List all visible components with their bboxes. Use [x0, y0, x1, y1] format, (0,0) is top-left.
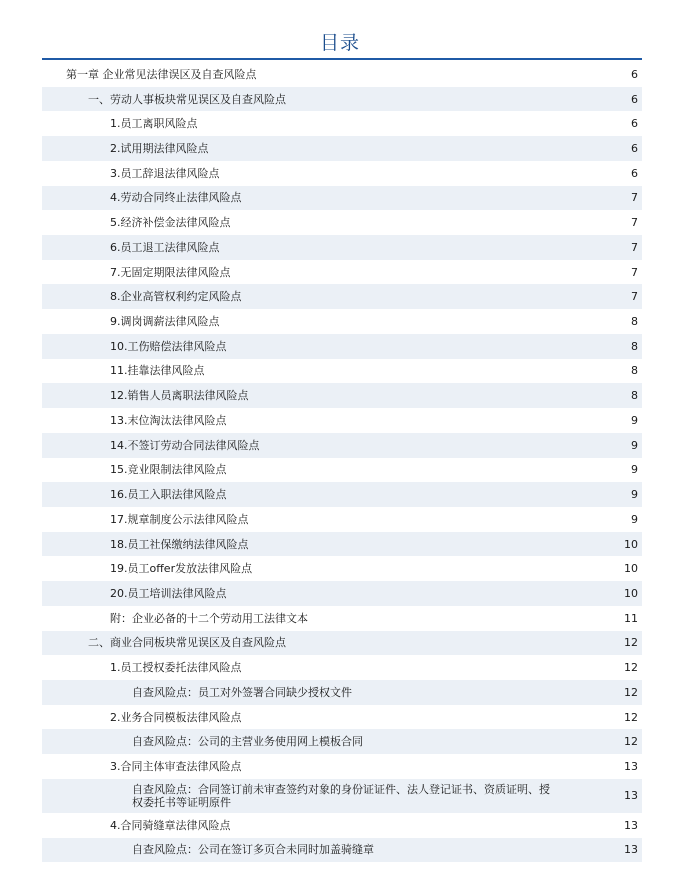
toc-entry-section[interactable]	[42, 631, 642, 656]
toc-entry-label: 1.员工离职风险点	[110, 117, 198, 131]
toc-entry-label: 6.员工退工法律风险点	[110, 240, 220, 254]
toc-entry-label: 自查风险点：合同签订前未审查签约对象的身份证证件、法人登记证书、资质证明、授权委托书等证明原件	[132, 782, 550, 809]
toc-entry[interactable]	[42, 334, 642, 359]
toc-entry[interactable]	[42, 359, 642, 384]
toc-entry-label: 15.竞业限制法律风险点	[110, 463, 227, 477]
toc-entry-page: 6	[631, 166, 638, 180]
toc-entry-label: 5.经济补偿金法律风险点	[110, 216, 231, 230]
toc-entry-page: 10	[624, 586, 638, 600]
toc-entry-page: 9	[631, 488, 638, 502]
toc-entry-page: 13	[624, 818, 638, 832]
toc-entry-label: 自查风险点：公司在签订多页合未同时加盖骑缝章	[132, 843, 374, 857]
toc-entry-label: 8.企业高管权利约定风险点	[110, 290, 242, 304]
toc-entry-label: 2.业务合同模板法律风险点	[110, 710, 242, 724]
page-title: 目录	[319, 32, 360, 54]
toc-entry-label: 13.末位淘汰法律风险点	[110, 413, 227, 427]
toc-entry-label: 1.员工授权委托法律风险点	[110, 661, 242, 675]
toc-entry[interactable]	[42, 161, 642, 186]
toc-entry[interactable]	[42, 754, 642, 779]
toc-entry-page: 6	[631, 67, 638, 81]
toc-entry-page: 7	[631, 191, 638, 205]
toc-entry-page: 6	[631, 142, 638, 156]
toc-entry-label: 4.合同骑缝章法律风险点	[110, 818, 231, 832]
toc-entry-checkpoint[interactable]	[42, 838, 642, 863]
toc-entry[interactable]	[42, 705, 642, 730]
toc-entry-label: 自查风险点：员工对外签署合同缺少授权文件	[132, 685, 352, 699]
toc-entry[interactable]	[42, 111, 642, 136]
toc-entry[interactable]	[42, 210, 642, 235]
toc-entry-label: 20.员工培训法律风险点	[110, 586, 227, 600]
toc-entry-label: 7.无固定期限法律风险点	[110, 265, 231, 279]
toc-entry-page: 12	[624, 661, 638, 675]
toc-entry[interactable]	[42, 383, 642, 408]
toc-entry[interactable]	[42, 507, 642, 532]
toc-entry-page: 12	[624, 685, 638, 699]
toc-entry-page: 11	[624, 611, 638, 625]
toc-entry[interactable]	[42, 260, 642, 285]
toc-entry-label: 19.员工offer发放法律风险点	[110, 562, 253, 576]
toc-entry[interactable]	[42, 556, 642, 581]
toc-entry-label: 附：企业必备的十二个劳动用工法律文本	[110, 611, 308, 625]
toc-entry-page: 9	[631, 413, 638, 427]
toc-entry[interactable]	[42, 235, 642, 260]
toc-entry-label: 17.规章制度公示法律风险点	[110, 512, 249, 526]
toc-entry-page: 7	[631, 265, 638, 279]
toc-entry-page: 8	[631, 315, 638, 329]
toc-entry-label: 二、商业合同板块常见误区及自查风险点	[88, 636, 286, 650]
toc-entry-label: 10.工伤赔偿法律风险点	[110, 339, 227, 353]
toc-entry-page: 6	[631, 92, 638, 106]
toc-entry-page: 13	[624, 759, 638, 773]
toc-entry-section[interactable]	[42, 87, 642, 112]
toc-entry[interactable]	[42, 186, 642, 211]
toc-entry-label: 9.调岗调薪法律风险点	[110, 315, 220, 329]
toc-entry-page: 12	[624, 636, 638, 650]
toc-entry-label: 第一章 企业常见法律误区及自查风险点	[66, 67, 257, 81]
table-of-contents	[42, 62, 642, 862]
toc-entry-label: 14.不签订劳动合同法律风险点	[110, 438, 260, 452]
toc-entry-page: 13	[624, 789, 638, 803]
toc-entry-label: 一、劳动人事板块常见误区及自查风险点	[88, 92, 286, 106]
toc-entry[interactable]	[42, 458, 642, 483]
toc-entry-checkpoint[interactable]	[42, 779, 642, 813]
toc-entry-page: 8	[631, 339, 638, 353]
toc-entry[interactable]	[42, 482, 642, 507]
toc-entry-page: 9	[631, 463, 638, 477]
title-divider	[42, 58, 642, 60]
toc-entry-page: 13	[624, 843, 638, 857]
toc-entry[interactable]	[42, 136, 642, 161]
toc-entry[interactable]	[42, 655, 642, 680]
toc-entry-appendix[interactable]	[42, 606, 642, 631]
toc-entry-page: 7	[631, 240, 638, 254]
toc-entry-label: 2.试用期法律风险点	[110, 142, 209, 156]
toc-entry-page: 7	[631, 290, 638, 304]
toc-entry-page: 12	[624, 735, 638, 749]
toc-entry-checkpoint[interactable]	[42, 680, 642, 705]
toc-entry[interactable]	[42, 309, 642, 334]
toc-entry[interactable]	[42, 532, 642, 557]
toc-entry-page: 7	[631, 216, 638, 230]
toc-entry[interactable]	[42, 408, 642, 433]
toc-entry-chapter-1[interactable]	[42, 62, 642, 87]
toc-entry[interactable]	[42, 284, 642, 309]
toc-entry-checkpoint[interactable]	[42, 729, 642, 754]
toc-entry-label: 12.销售人员离职法律风险点	[110, 389, 249, 403]
toc-entry-label: 16.员工入职法律风险点	[110, 488, 227, 502]
toc-entry[interactable]	[42, 433, 642, 458]
toc-entry-page: 9	[631, 512, 638, 526]
toc-entry-page: 12	[624, 710, 638, 724]
toc-entry-label: 3.员工辞退法律风险点	[110, 166, 220, 180]
toc-entry-page: 9	[631, 438, 638, 452]
toc-entry[interactable]	[42, 813, 642, 838]
toc-entry[interactable]	[42, 581, 642, 606]
toc-entry-label: 4.劳动合同终止法律风险点	[110, 191, 242, 205]
toc-entry-label: 11.挂靠法律风险点	[110, 364, 205, 378]
toc-entry-page: 6	[631, 117, 638, 131]
toc-entry-label: 自查风险点：公司的主营业务使用网上模板合同	[132, 735, 363, 749]
toc-entry-page: 8	[631, 389, 638, 403]
toc-entry-page: 10	[624, 537, 638, 551]
toc-entry-page: 8	[631, 364, 638, 378]
toc-entry-label: 18.员工社保缴纳法律风险点	[110, 537, 249, 551]
toc-entry-label: 3.合同主体审查法律风险点	[110, 759, 242, 773]
toc-entry-page: 10	[624, 562, 638, 576]
